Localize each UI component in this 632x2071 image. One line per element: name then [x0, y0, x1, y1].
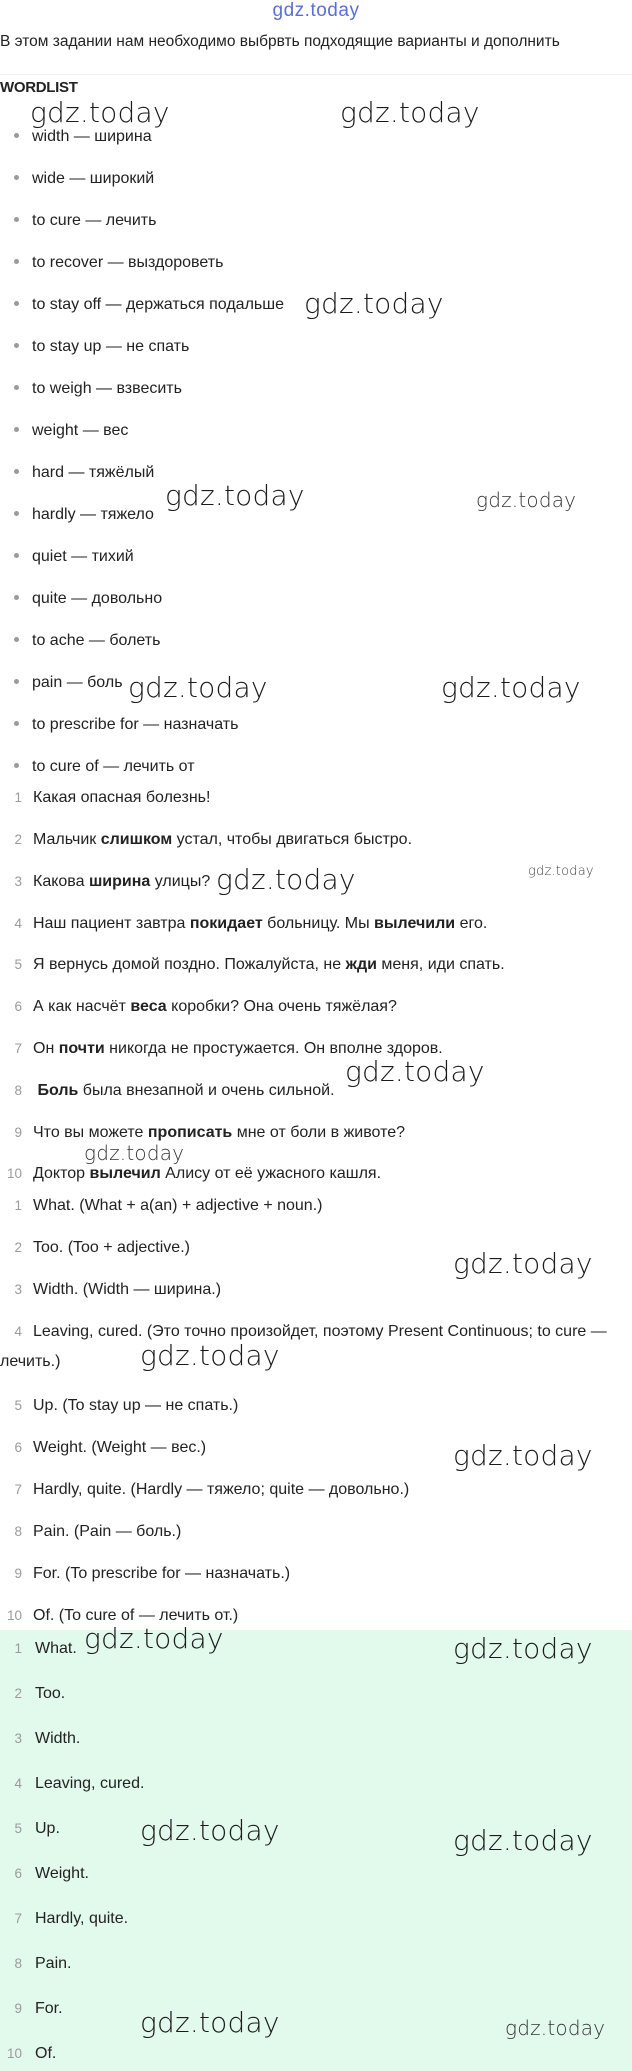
bullet-icon	[14, 133, 19, 138]
answer-text: For.	[35, 2000, 63, 2017]
bullet-icon	[14, 343, 19, 348]
watermark: gdz.today	[453, 1247, 593, 1280]
intro-text: В этом задании нам необходимо выбрвть подходящие варианты и дополнить	[0, 33, 560, 50]
item-number: 5	[14, 1398, 22, 1413]
translation-text: Что вы можете прописать мне от боли в животе?	[33, 1124, 406, 1141]
wordlist-item: to cure of — лечить от	[14, 752, 195, 782]
translation-text: Доктор вылечил Алису от её ужасного кашля.	[33, 1165, 382, 1182]
watermark: gdz.today	[528, 864, 594, 879]
explanation-text: Up. (To stay up — не спать.)	[33, 1397, 239, 1414]
answer-item	[0, 1724, 632, 1754]
bullet-icon	[14, 259, 19, 264]
wordlist-item: weight — вес	[14, 416, 128, 446]
explanation-text: Of. (To cure of — лечить от.)	[33, 1607, 239, 1624]
divider	[0, 74, 632, 75]
item-number: 5	[14, 1821, 22, 1836]
translation-item	[0, 1159, 632, 1189]
wordlist-item: width — ширина	[14, 122, 152, 152]
explanation-item	[0, 1433, 632, 1463]
explanation-text: What. (What + a(an) + adjective + noun.)	[33, 1197, 323, 1214]
answer-item	[0, 1634, 632, 1664]
wordlist-item: to cure — лечить	[14, 206, 156, 236]
watermark: gdz.today	[216, 863, 356, 896]
translation-text: Какова ширина улицы?	[33, 873, 211, 890]
item-number: 3	[14, 1282, 22, 1297]
item-number: 5	[14, 957, 22, 972]
bullet-icon	[14, 175, 19, 180]
answer-item	[0, 1949, 632, 1979]
translation-item	[0, 992, 632, 1022]
bullet-icon	[14, 427, 19, 432]
translation-text: Он почти никогда не простужается. Он вполне здоров.	[33, 1040, 443, 1057]
item-number: 6	[14, 1866, 22, 1881]
answer-item	[0, 1859, 632, 1889]
translation-item	[0, 867, 632, 897]
wordlist-item: pain — боль	[14, 668, 123, 698]
translation-text: Какая опасная болезнь!	[33, 789, 211, 806]
item-number: 10	[6, 1608, 22, 1623]
explanation-item	[0, 1191, 632, 1221]
item-number: 7	[14, 1041, 22, 1056]
explanation-text: Too. (Too + adjective.)	[33, 1239, 190, 1256]
watermark: gdz.today	[30, 96, 170, 129]
item-number: 3	[14, 874, 22, 889]
item-number: 9	[14, 2001, 22, 2016]
answer-text: Pain.	[35, 1955, 72, 1972]
item-number: 10	[6, 1166, 22, 1181]
explanation-item	[0, 1233, 632, 1263]
translation-item	[0, 1076, 632, 1106]
answer-item	[0, 1994, 632, 2024]
wordlist-item: hardly — тяжело	[14, 500, 154, 530]
translation-item	[0, 950, 632, 980]
explanation-item	[0, 1391, 632, 1421]
translation-item	[0, 825, 632, 855]
explanation-text: Width. (Width — ширина.)	[33, 1281, 222, 1298]
watermark: gdz.today	[165, 479, 305, 512]
wordlist-item: to stay up — не спать	[14, 332, 189, 362]
watermark: gdz.today	[304, 287, 444, 320]
wordlist-item: to ache — болеть	[14, 626, 160, 656]
explanation-item	[0, 1275, 632, 1305]
item-number: 1	[14, 790, 22, 805]
bullet-icon	[14, 553, 19, 558]
explanation-item	[0, 1601, 632, 1631]
explanation-text: Weight. (Weight — вес.)	[33, 1439, 207, 1456]
item-number: 9	[14, 1125, 22, 1140]
bullet-icon	[14, 301, 19, 306]
watermark: gdz.today	[505, 2016, 606, 2040]
item-number: 9	[14, 1566, 22, 1581]
bullet-icon	[14, 763, 19, 768]
item-number: 2	[14, 1686, 22, 1701]
watermark: gdz.today	[340, 96, 480, 129]
item-number: 8	[14, 1083, 22, 1098]
translation-text: Я вернусь домой поздно. Пожалуйста, не жди меня, иди спать.	[33, 956, 505, 973]
answer-item	[0, 1769, 632, 1799]
item-number: 6	[14, 999, 22, 1014]
wordlist-item: to prescribe for — назначать	[14, 710, 238, 740]
item-number: 2	[14, 1240, 22, 1255]
watermark: gdz.today	[476, 488, 577, 512]
answer-text: Of.	[35, 2045, 57, 2062]
translation-text: Боль была внезапной и очень сильной.	[37, 1082, 335, 1099]
answer-text: Up.	[35, 1820, 60, 1837]
translation-item	[0, 1034, 632, 1064]
answer-text: Width.	[35, 1730, 81, 1747]
translation-text: Наш пациент завтра покидает больницу. Мы вылечили его.	[33, 915, 488, 932]
translation-text: Мальчик слишком устал, чтобы двигаться быстро.	[33, 831, 413, 848]
explanation-item	[0, 1317, 632, 1377]
bullet-icon	[14, 217, 19, 222]
answer-item	[0, 1679, 632, 1709]
wordlist-item: to weigh — взвесить	[14, 374, 182, 404]
item-number: 1	[14, 1198, 22, 1213]
item-number: 2	[14, 832, 22, 847]
watermark: gdz.today	[453, 1439, 593, 1472]
watermark: gdz.today	[84, 1622, 224, 1655]
watermark: gdz.today	[345, 1055, 485, 1088]
bullet-icon	[14, 385, 19, 390]
watermark: gdz.today	[453, 1824, 593, 1857]
translation-text: А как насчёт веса коробки? Она очень тяжёлая?	[33, 998, 397, 1015]
item-number: 7	[14, 1911, 22, 1926]
explanation-text: Pain. (Pain — боль.)	[33, 1523, 182, 1540]
watermark: gdz.today	[441, 671, 581, 704]
bullet-icon	[14, 595, 19, 600]
wordlist-item: to stay off — держаться подальше	[14, 290, 284, 320]
bullet-icon	[14, 637, 19, 642]
answer-item	[0, 1814, 632, 1844]
answer-text: Too.	[35, 1685, 66, 1702]
answer-text: Hardly, quite.	[35, 1910, 129, 1927]
watermark: gdz.today	[140, 2006, 280, 2039]
explanation-item	[0, 1559, 632, 1589]
item-number: 4	[14, 1324, 22, 1339]
watermark: gdz.today	[140, 1814, 280, 1847]
wordlist-item: quiet — тихий	[14, 542, 134, 572]
explanation-text: Leaving, cured. (Это точно произойдет, поэтому Present Continuous; to cure — лечить.)	[0, 1323, 607, 1370]
wordlist-heading: WORDLIST	[0, 79, 78, 96]
explanation-item	[0, 1517, 632, 1547]
site-logo[interactable]: gdz.today	[272, 0, 360, 21]
item-number: 8	[14, 1524, 22, 1539]
answer-text: Weight.	[35, 1865, 89, 1882]
wordlist-item: to recover — выздороветь	[14, 248, 223, 278]
answer-text: Leaving, cured.	[35, 1775, 145, 1792]
watermark: gdz.today	[453, 1632, 593, 1665]
explanation-text: Hardly, quite. (Hardly — тяжело; quite — довольно.)	[33, 1481, 410, 1498]
explanation-item	[0, 1475, 632, 1505]
item-number: 7	[14, 1482, 22, 1497]
watermark: gdz.today	[84, 1141, 185, 1165]
item-number: 4	[14, 916, 22, 931]
watermark: gdz.today	[128, 671, 268, 704]
item-number: 10	[6, 2046, 22, 2061]
item-number: 6	[14, 1440, 22, 1455]
wordlist-item: quite — довольно	[14, 584, 162, 614]
item-number: 8	[14, 1956, 22, 1971]
item-number: 1	[14, 1641, 22, 1656]
translation-item	[0, 909, 632, 939]
explanation-text: For. (To prescribe for — назначать.)	[33, 1565, 291, 1582]
bullet-icon	[14, 511, 19, 516]
bullet-icon	[14, 679, 19, 684]
item-number: 4	[14, 1776, 22, 1791]
answer-item	[0, 1904, 632, 1934]
wordlist-item: wide — широкий	[14, 164, 154, 194]
item-number: 3	[14, 1731, 22, 1746]
bullet-icon	[14, 721, 19, 726]
bullet-icon	[14, 469, 19, 474]
translation-item	[0, 1118, 632, 1148]
wordlist-item: hard — тяжёлый	[14, 458, 154, 488]
watermark: gdz.today	[140, 1339, 280, 1372]
answer-item	[0, 2039, 632, 2069]
translation-item	[0, 783, 632, 813]
answer-text: What.	[35, 1640, 77, 1657]
